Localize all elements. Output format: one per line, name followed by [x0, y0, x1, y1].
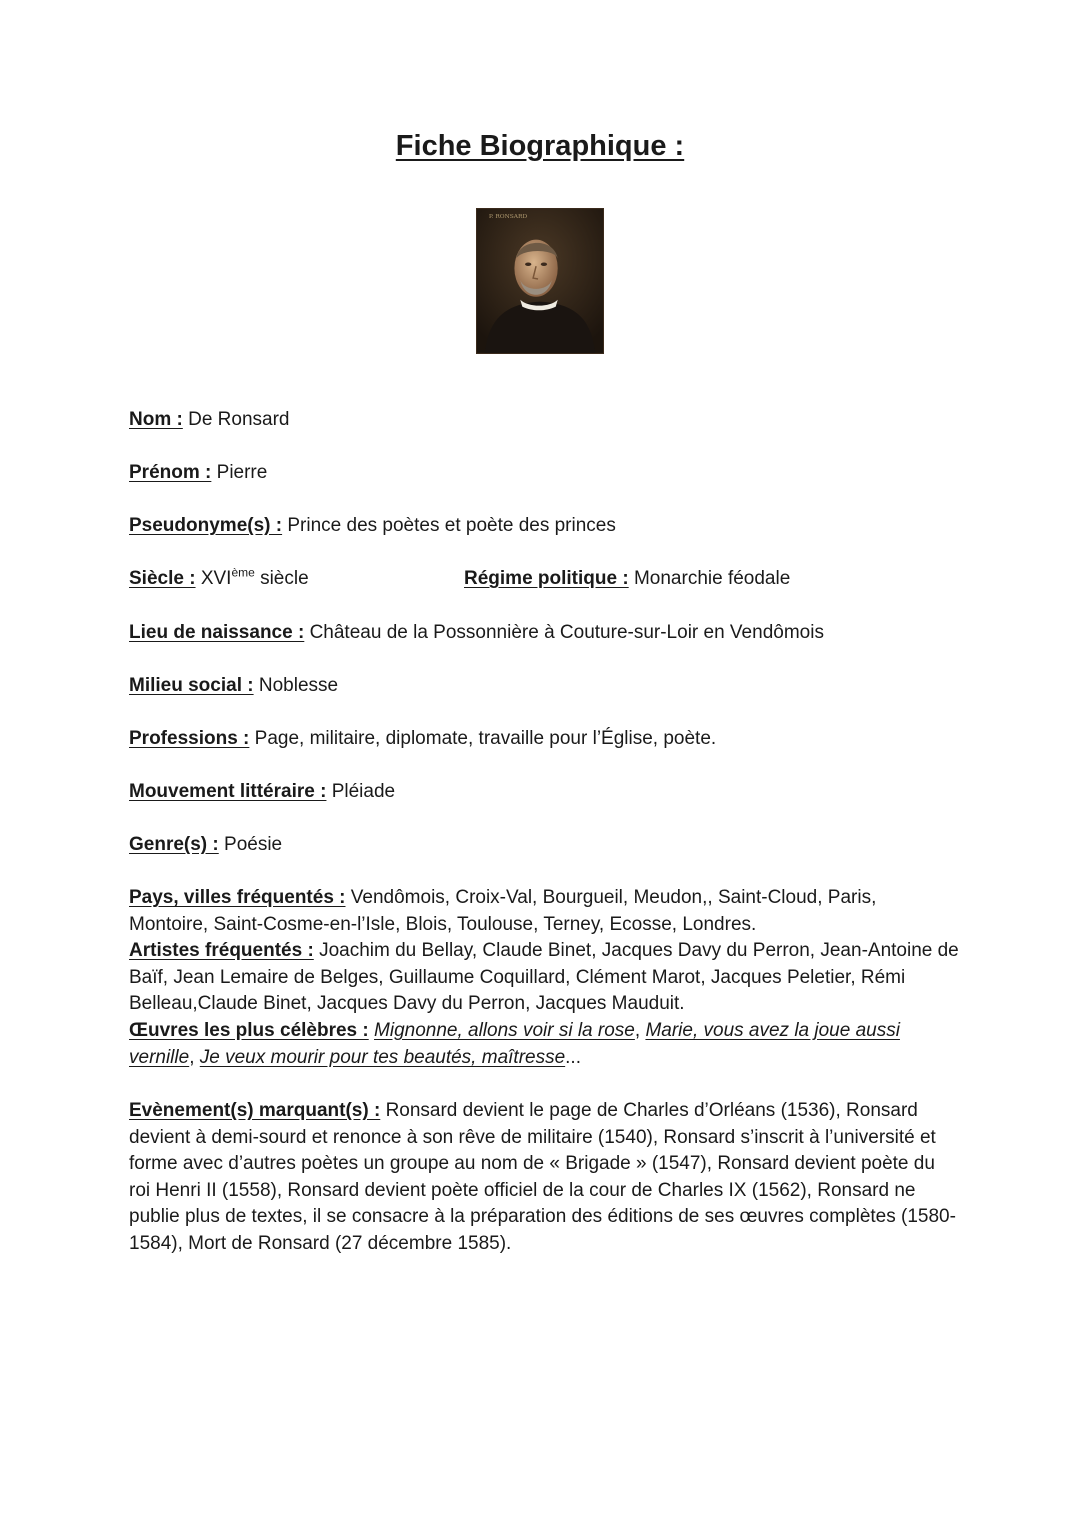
- field-lieu-naissance: [129, 620, 824, 646]
- field-value: Noblesse: [258, 675, 339, 696]
- field-genres: [129, 832, 282, 858]
- work-title: Mignonne, allons voir si la rose: [374, 1019, 635, 1041]
- field-professions: [129, 726, 716, 752]
- field-value: XVIème siècle: [200, 565, 309, 589]
- field-artistes: [129, 938, 959, 1018]
- field-milieu-social: [129, 673, 338, 699]
- field-label: Genre(s) :: [129, 834, 219, 855]
- field-value: Ronsard devient le page de Charles d’Orléans (1536), Ronsard devient à demi-sourd et renonce à son rêve de militaire (1540), Ronsard s’inscrit à l’université et forme avec d’autres poètes un groupe au nom de « Brigade » (1547), Ronsard devient poète du roi Henri II (1558), Ronsard devient poète officiel de la cour de Charles IX (1562), Ronsard ne publie plus de textes, il se consacre à la préparation des éditions de ses œuvres complètes (1580-1584), Mort de Ronsard (27 décembre 1585).: [129, 1100, 956, 1254]
- field-label: Mouvement littéraire :: [129, 781, 327, 802]
- field-pays: [129, 885, 959, 938]
- field-label: Milieu social :: [129, 675, 254, 696]
- portrait-inscription: P. RONSARD: [488, 214, 528, 220]
- field-label: Professions :: [129, 728, 250, 749]
- field-label: Œuvres les plus célèbres :: [129, 1019, 369, 1041]
- field-pseudonyme: [129, 513, 616, 539]
- separator: ,: [189, 1046, 195, 1068]
- separator: ,: [634, 1019, 641, 1041]
- field-value: Poésie: [224, 834, 283, 855]
- field-value: Monarchie féodale: [633, 568, 791, 589]
- field-value: Château de la Possonnière à Couture-sur-Loir en Vendômois: [309, 622, 824, 643]
- work-title: Je veux mourir pour tes beautés, maîtresse: [199, 1046, 566, 1068]
- field-label: Artistes fréquentés :: [129, 940, 314, 962]
- field-regime: [464, 566, 790, 592]
- field-value: De Ronsard: [188, 409, 290, 430]
- details-block: [129, 885, 959, 1071]
- field-label: Lieu de naissance :: [129, 622, 305, 643]
- field-value: Joachim du Bellay, Claude Binet, Jacques Davy du Perron, Jean-Antoine de Baïf, Jean Lemaire de Belges, Guillaume Coquillard, Clément Marot, Jacques Peletier, Rémi Belleau,Claude Binet, Jacques Davy du Perron, Jacques Mauduit.: [129, 940, 959, 1015]
- field-siecle: [129, 566, 309, 592]
- ellipsis: ...: [565, 1046, 581, 1068]
- work-title: Marie, vous avez la joue aussi vernille: [129, 1019, 900, 1068]
- field-value: Vendômois, Croix-Val, Bourgueil, Meudon,, Saint-Cloud, Paris, Montoire, Saint-Cosme-en-l’Isle, Blois, Toulouse, Terney, Ecosse, Londres.: [129, 887, 877, 935]
- field-oeuvres: [129, 1018, 959, 1071]
- field-prenom: [129, 460, 267, 486]
- page-title: Fiche Biographique :: [395, 130, 685, 162]
- portrait-image: [476, 208, 604, 354]
- field-label: Evènement(s) marquant(s) :: [129, 1100, 381, 1121]
- field-value: Page, militaire, diplomate, travaille pour l’Église, poète.: [254, 728, 717, 749]
- field-nom: [129, 407, 290, 433]
- field-label: Régime politique :: [464, 568, 629, 589]
- field-label: Siècle :: [129, 568, 196, 589]
- field-label: Pseudonyme(s) :: [129, 515, 283, 536]
- field-label: Pays, villes fréquentés :: [129, 887, 346, 908]
- field-mouvement: [129, 779, 395, 805]
- field-value: Pierre: [216, 462, 268, 483]
- field-value: Pléiade: [331, 781, 396, 802]
- portrait-painting-icon: [477, 209, 603, 353]
- field-label: Prénom :: [129, 462, 212, 483]
- field-value: Prince des poètes et poète des princes: [287, 515, 616, 536]
- field-label: Nom :: [129, 409, 183, 430]
- field-evenements: [129, 1098, 959, 1258]
